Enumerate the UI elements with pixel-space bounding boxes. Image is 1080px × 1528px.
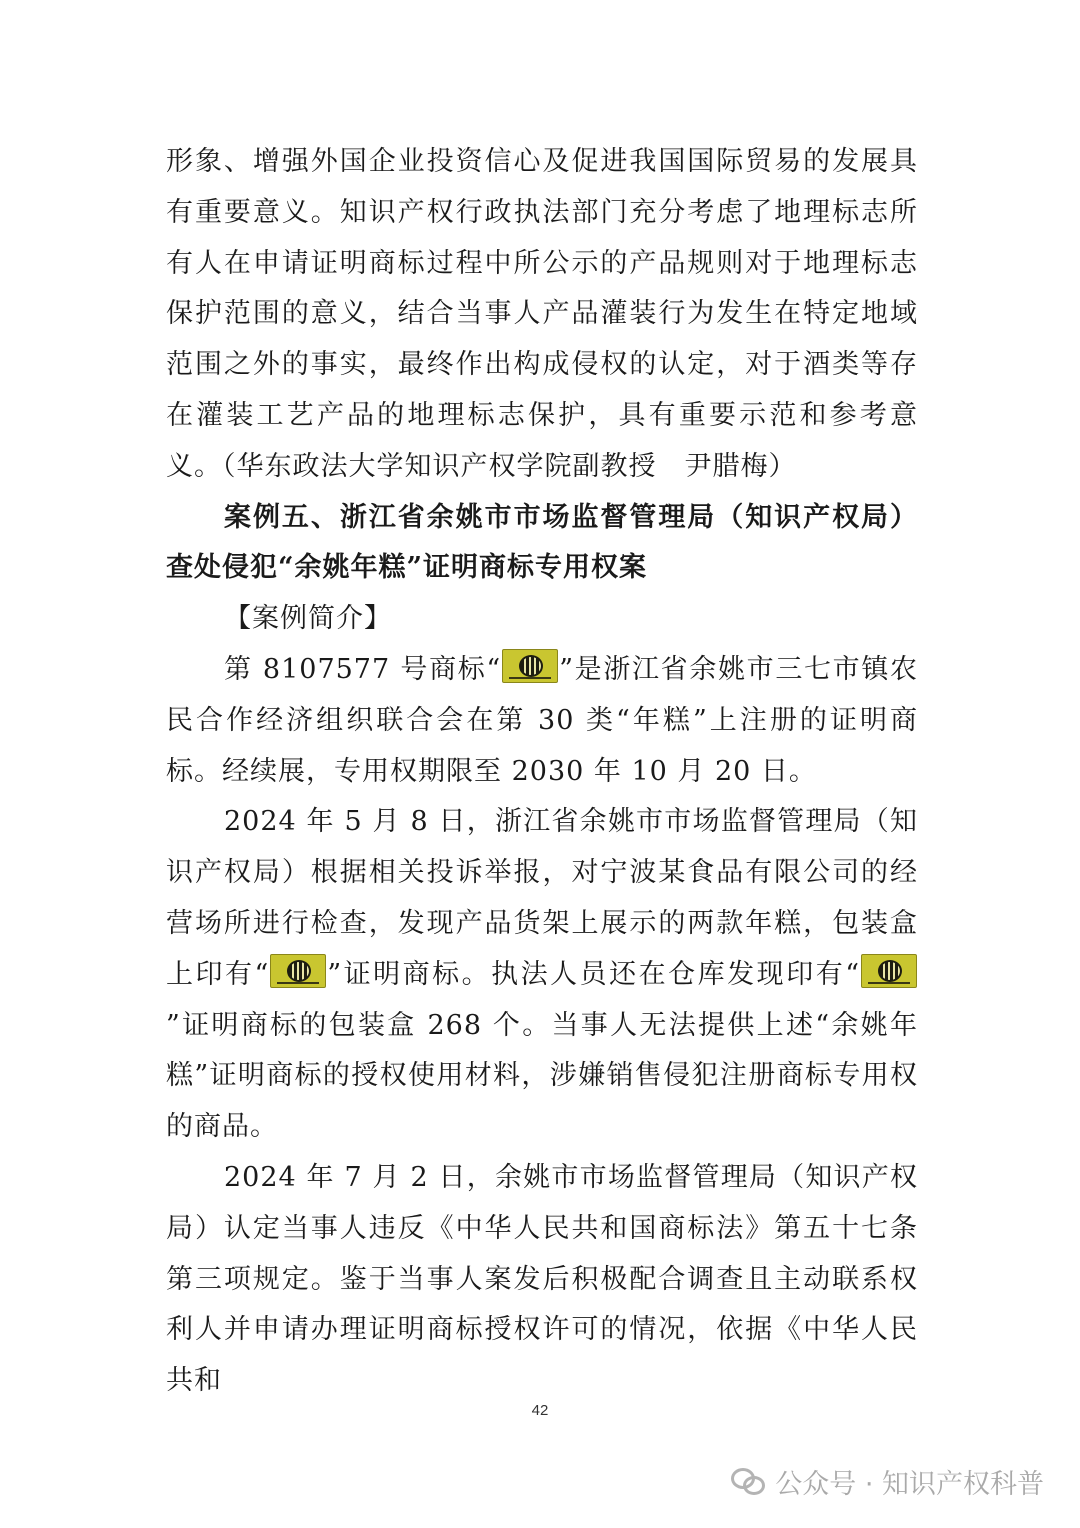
- paragraph-text: ”证明商标。执法人员还在仓库发现印有“: [327, 958, 861, 990]
- watermark-text: 公众号 · 知识产权科普: [775, 1469, 1044, 1500]
- paragraph-text: 2024 年 5 月 8 日，浙江省余姚市市场监督管理局（知识产权局）根据相关投诉举报，对宁波某食品有限公司的经营场所进行检查，发现产品货架上展示的两款年糕，包装盒上印有“: [166, 806, 918, 990]
- paragraph-text: ”证明商标的包装盒 268 个。当事人无法提供上述“余姚年糕”证明商标的授权使用材料，涉嫌销售侵犯注册商标专用权的商品。: [166, 1009, 918, 1143]
- paragraph-commentary-end: 形象、增强外国企业投资信心及促进我国国际贸易的发展具有重要意义。知识产权行政执法部门充分考虑了地理标志所有人在申请证明商标过程中所公示的产品规则对于地理标志保护范围的意义，结合当事人产品灌装行为发生在特定地域范围之外的事实，最终作出构成侵权的认定，对于酒类等存在灌装工艺产品的地理标志保护，具有重要示范和参考意义。（华东政法大学知识产权学院副教授 尹腊梅）: [166, 146, 918, 482]
- trademark-logo-icon: [861, 954, 917, 988]
- paragraph-text: 第 8107577 号商标“: [224, 653, 502, 685]
- watermark: [731, 1462, 1044, 1501]
- paragraph-inspection: [166, 797, 918, 1153]
- trademark-logo-icon: [270, 954, 326, 988]
- paragraph-decision: 2024 年 7 月 2 日，余姚市市场监督管理局（知识产权局）认定当事人违反《中华人民共和国商标法》第五十七条第三项规定。鉴于当事人案发后积极配合调查且主动联系权利人并申请办理证明商标授权许可的情况，依据《中华人民共和: [166, 1161, 918, 1397]
- section-heading: 【案例简介】: [224, 603, 392, 635]
- wechat-icon: [731, 1468, 765, 1496]
- paragraph-text: ”是浙江省余姚市三七市镇农民合作经济组织联合会在第 30 类“年糕”上注册的证明商标。经续展，专用权期限至 2030 年 10 月 20 日。: [166, 653, 919, 787]
- paragraph-trademark: [166, 645, 918, 797]
- body-text: [166, 137, 918, 1407]
- case-title: 案例五、浙江省余姚市市场监督管理局（知识产权局）查处侵犯“余姚年糕”证明商标专用权案: [166, 501, 918, 584]
- trademark-logo-icon: [502, 649, 558, 683]
- page-number: 42: [531, 1402, 549, 1419]
